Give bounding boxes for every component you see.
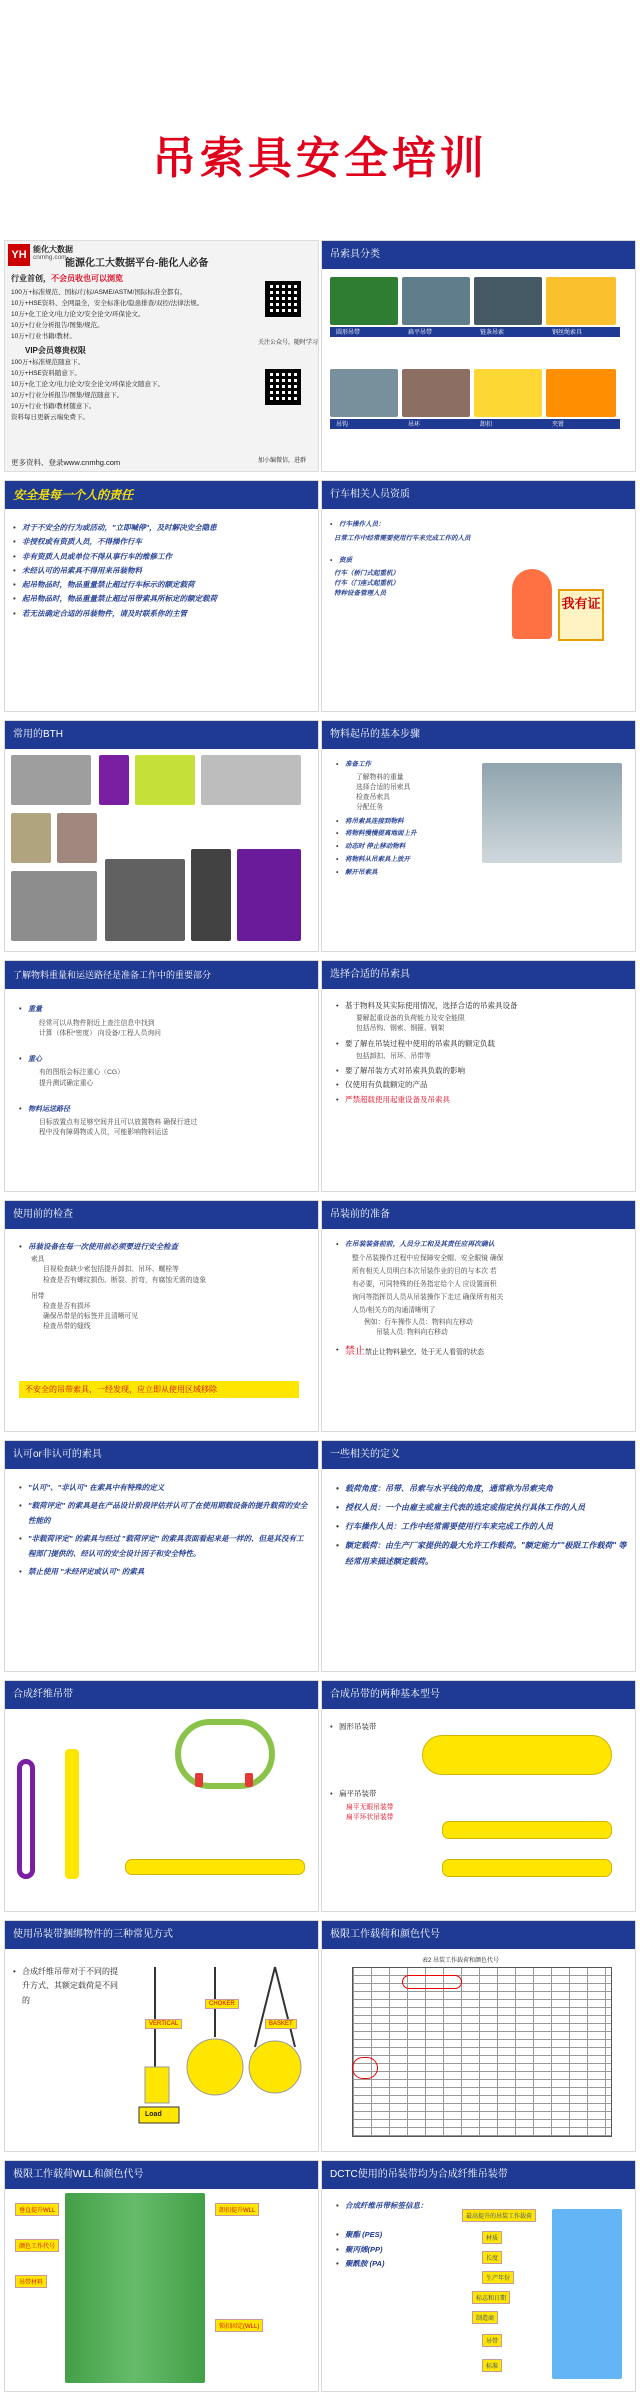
label-tag: 最高提升的吊装工作载荷: [462, 2209, 536, 2222]
sling-image: [99, 755, 129, 805]
slide-header: DCTC使用的吊装带均为合成纤维吊装带: [322, 2161, 635, 2189]
label: 吊钩: [336, 422, 349, 428]
label-tag: 标志和日期: [472, 2291, 510, 2304]
worker-icon: [512, 569, 552, 639]
sling-image: [135, 755, 195, 805]
flat-sling-image: [442, 1821, 612, 1839]
bullet: • 合成纤维吊带标签信息：: [336, 2200, 627, 2211]
text: 询问等指挥员人员从吊装操作下走过 确保所有相关: [352, 1293, 504, 1301]
slide-wll-color-code: [4, 2160, 319, 2392]
slide-pre-lift-prep: [321, 1200, 636, 1432]
hook-icon: [195, 1773, 203, 1787]
slide-dctc-slings: [321, 2160, 636, 2392]
vip-item: 资料每日更新云端免费下。: [11, 414, 89, 421]
bullet: • "载荷评定" 的索具是在产品设计阶段评估并认可了在使用期载设备的提升载荷的安全性能的: [19, 1498, 310, 1528]
sub-bullet: 有的图纸会标注重心（CG）: [39, 1069, 124, 1077]
bullet: • 动态时 停止移动物料: [336, 842, 627, 852]
bullet: • 在吊装装备前前，人员分工和及其责任应再次确认: [336, 1240, 627, 1250]
certificate-sign: 我有证: [558, 589, 604, 641]
flat-sling-image: [125, 1859, 305, 1875]
bullet: • 要了解在吊装过程中使用的吊索具的额定负载: [336, 1038, 627, 1049]
slide-header: 行车相关人员资质: [322, 481, 635, 509]
vip-item: 10万+化工论文/电力论文/安全论文/环保论文随意下。: [11, 381, 164, 388]
vip-title: VIP会员尊贵权限: [25, 346, 86, 355]
wire-rope-image: [474, 277, 542, 325]
bullet: • 授权人员：一个由雇主或雇主代表的选定或指定执行具体工作的人员: [336, 1500, 627, 1516]
bullet: • 聚丙烯(PP): [336, 2244, 627, 2255]
slide-header: 极限工作载荷和颜色代号: [322, 1921, 635, 1949]
bullet: • 禁止禁止让物料悬空、处于无人看管的状态: [336, 1344, 627, 1359]
ad-row1: 行业首创，不会员收也可以浏览: [11, 274, 123, 283]
bullet: • 起吊物品时，物品重量禁止超过行车标示的额定载荷: [13, 579, 310, 590]
bullet: • 圆形吊装带: [330, 1721, 627, 1732]
hitch-label: CHOKER: [205, 1999, 239, 2009]
ad-items: [11, 287, 206, 342]
slide-synthetic-sling: [4, 1680, 319, 1912]
slide-header: 了解物料重量和运送路径是准备工作中的重要部分: [5, 961, 318, 989]
sub-bullet: 检查是否有损坏: [43, 1303, 91, 1310]
slide-header: 认可or非认可的索具: [5, 1441, 318, 1469]
bullet: • 载荷角度：吊带、吊索与水平线的角度，通常称为吊索夹角: [336, 1481, 627, 1497]
label-tag: 标准: [482, 2359, 502, 2372]
vip-items: [11, 357, 211, 423]
sub-bullet: 检查吊索具: [356, 794, 390, 802]
shackle-image: [474, 369, 542, 417]
green-sling-label-image: [65, 2193, 205, 2383]
bullet: • 对于不安全的行为或活动，"立即喊停"，及时解决安全隐患: [13, 522, 310, 533]
crane-image: [482, 763, 622, 863]
label-tag: 颜色工作代号: [15, 2239, 59, 2252]
label-tag: 制造商: [472, 2311, 498, 2324]
sub-bullet: 程中没有障碍物或人员，可能影响物料运送: [39, 1129, 169, 1137]
label-tag: 锁扣固定(WLL): [215, 2319, 263, 2332]
hook-image: [105, 859, 185, 941]
bullet: • 重量: [19, 1005, 310, 1016]
flat-sling-image: [65, 1749, 79, 1879]
bullet: • 物料运送路径: [19, 1105, 310, 1116]
slide-crane-personnel: [321, 480, 636, 712]
chain-image: [201, 755, 301, 805]
sub-bullet: 选择合适的吊索具: [356, 783, 411, 791]
ad-item: 100万+标准规范、国标/行标/ASME/ASTM/国际标准全都有。: [11, 289, 187, 296]
highlight-circle: [352, 2057, 378, 2079]
sub-bullet: 包括吊钩、钢索、钢箍、钢架: [356, 1025, 445, 1033]
ad-item: 10万+化工论文/电力论文/安全论文/环保论文。: [11, 311, 145, 318]
bullet: • 仅使用有负载额定的产品: [336, 1079, 627, 1090]
sub-bullet: 计算（体积*密度） 向设备/工程人员询问: [39, 1029, 161, 1037]
text: 行车（门座式起重机）: [334, 579, 399, 587]
round-sling-image: [422, 1735, 612, 1775]
vip-item: 10万+行业书籍/教材随意下。: [11, 403, 96, 410]
text: 所有相关人员明白本次吊装作业的目的与本次 若: [352, 1268, 497, 1276]
sub-bullet: 了解物料的重量: [356, 773, 404, 781]
qr-code-icon: [265, 369, 301, 405]
bullet: • 聚酰胺 (PA): [336, 2258, 627, 2269]
ad-signup-link[interactable]: 更多资料、登录www.cnmhg.com: [11, 458, 121, 467]
bullet: • 合成纤维吊带对于不同的提升方式、其额定载荷是不同的: [13, 1965, 123, 2008]
text: 行车（桥门式起重机）: [334, 569, 399, 577]
label: 链条吊索: [480, 330, 505, 336]
bullet: • 聚酯 (PES): [336, 2229, 627, 2240]
text: 有必要，可同特殊的任务指定给个人 应设置面积: [352, 1281, 497, 1288]
sling-image: [330, 277, 398, 325]
qr-code-icon: [265, 281, 301, 317]
hook-icon: [245, 1773, 253, 1787]
label: 夹钳: [552, 422, 565, 428]
label-tag: 吊带材料: [15, 2275, 47, 2288]
ad-panel[interactable]: [4, 240, 319, 472]
bullet: • 准备工作: [336, 760, 627, 770]
bullet: • 禁止使用 "未经评定或认可" 的索具: [19, 1564, 310, 1579]
slide-header: 合成吊带的两种基本型号: [322, 1681, 635, 1709]
clamp-image: [546, 277, 616, 325]
label-tag: 垂直提升WLL: [15, 2203, 59, 2216]
hook-image: [191, 849, 231, 941]
label: 卸扣: [480, 422, 493, 428]
chain-image: [402, 277, 470, 325]
sub-bullet: 索具: [31, 1256, 45, 1264]
text: 例如：行车操作人员：物料向左移动: [364, 1318, 473, 1326]
bullet: • 若无法确定合适的吊装物件，请及时联系你的主管: [13, 608, 310, 619]
slide-pre-use-check: [4, 1200, 319, 1432]
slide-safety-responsibility: [4, 480, 319, 712]
shackle-image: [11, 755, 91, 805]
bullet: • 将物料慢慢提离地面上升: [336, 829, 627, 839]
text: 吊装人员: 物料向右移动: [376, 1328, 448, 1336]
sub-bullet: 包括卸扣、吊环、吊带等: [356, 1052, 431, 1060]
slide-header: 物料起吊的基本步骤: [322, 721, 635, 749]
round-sling-image: [17, 1759, 35, 1879]
label: 吊环: [408, 422, 421, 428]
sub-bullet: 吊带: [31, 1292, 45, 1300]
slide-header: 一些相关的定义: [322, 1441, 635, 1469]
slide-sling-types-basic: [321, 1680, 636, 1912]
hitch-label: BASKET: [265, 2019, 297, 2029]
ad-item: 10万+行业书籍/教材。: [11, 333, 76, 340]
wll-table: [352, 1967, 612, 2137]
slide-wll-color-table: [321, 1920, 636, 2152]
slide-header: 极限工作载荷WLL和颜色代号: [5, 2161, 318, 2189]
sub-bullet: 经常可以从物件附近上查注信息中找到: [39, 1019, 155, 1027]
page-title: 吊索具安全培训: [152, 133, 488, 184]
ad-item: 10万+HSE资料、全网最全，安全标准化/隐患排查/双控/法律法规。: [11, 300, 204, 307]
slide-weight-path: [4, 960, 319, 1192]
label-tag: 长度: [482, 2251, 502, 2264]
bullet: • 重心: [19, 1055, 310, 1066]
ad-item: 10万+行业分析报告/图集/规范。: [11, 322, 104, 329]
flat-sling-image: [442, 1859, 612, 1877]
sub-bullet: 扁平环状吊装带: [346, 1813, 394, 1821]
vip-item: 10万+行业分析报告/图集/规范随意下。: [11, 392, 124, 399]
slide-header: 使用前的检查: [5, 1201, 318, 1229]
bullet: • 吊装设备在每一次使用前必须要进行安全检查: [19, 1241, 310, 1252]
slide-header: 使用吊装带捆绑物件的三种常见方式: [5, 1921, 318, 1949]
bullet: • 资质: [330, 556, 627, 566]
bullet: • 起吊物品时，物品重量禁止超过吊带索具所标定的额定载荷: [13, 593, 310, 604]
sling-with-hooks-image: [175, 1719, 275, 1789]
label-tag: 生产年份: [482, 2271, 514, 2284]
highlight-circle: [402, 1975, 462, 1989]
slide-approved-rigging: [4, 1440, 319, 1672]
label-tag: 材质: [482, 2231, 502, 2244]
label: 圆形吊带: [336, 330, 361, 336]
eye-bolt-image: [57, 813, 97, 863]
vip-item: 10万+HSE资料随意下。: [11, 370, 81, 377]
bullet: • 行车操作人员：工作中经常需要使用行车来完成工作的人员: [336, 1519, 627, 1535]
qr1-label: 关注公众号，随时学习: [258, 340, 319, 346]
label-tag: 卸扣提升WLL: [215, 2203, 259, 2216]
bullet: • 要了解吊装方式对吊索具负载的影响: [336, 1065, 627, 1076]
bullet: • 未经认可的吊索具不得用来吊装物料: [13, 565, 310, 576]
sub-bullet: 分配任务: [356, 804, 384, 812]
text: 人员/相关方的沟通清晰明了: [352, 1306, 436, 1314]
sub-bullet: 目视检查缺少索包括提升卸扣、吊环、螺栓等: [43, 1266, 179, 1274]
sub-bullet: 目标放置点有足够空间并且可以放置物料 确保行进过: [39, 1119, 198, 1127]
text: 整个吊装操作过程中应保障安全帽、安全眼镜 确保: [352, 1255, 504, 1263]
bullet: • 额定载荷：由生产厂家提供的最大允许工作载荷。"额定能力""极限工作载荷" 等经常用来描述额定载荷。: [336, 1538, 627, 1570]
sub-bullet: 检查吊带的缝线: [43, 1323, 91, 1331]
bullet: • "认可"、"非认可" 在索具中有特殊的定义: [19, 1480, 310, 1495]
ad-header: 能化大数据: [33, 245, 73, 254]
slide-bth: [4, 720, 319, 952]
bullet: • 严禁超载使用起重设备及吊索具: [336, 1094, 627, 1105]
text: 特种设备管理人员: [334, 590, 386, 598]
logo-icon: YH: [8, 244, 30, 266]
ring-image: [402, 369, 470, 417]
chain-sling-image: [237, 849, 301, 941]
sub-bullet: 扁平无眼吊装带: [346, 1803, 394, 1811]
warning-banner: 不安全的吊带索具，一经发现，应立即从使用区域移除: [19, 1381, 299, 1398]
hook-image: [330, 369, 398, 417]
bullet: • 解开吊索具: [336, 868, 627, 878]
bullet: • 非有资质人员或单位不得从事行车的维修工作: [13, 551, 310, 562]
text: 日常工作中经常需要使用行车来完成工作的人员: [334, 534, 471, 542]
slide-lifting-steps: [321, 720, 636, 952]
slide-header: 吊装前的准备: [322, 1201, 635, 1229]
hitch-diagram: [135, 1957, 315, 2137]
label: 钢丝绳索具: [552, 330, 583, 336]
bullet: • 扁平吊装带: [330, 1788, 627, 1799]
ad-banner: 能源化工大数据平台-能化人必备: [65, 258, 209, 269]
sub-bullet: 确保吊带是的标签并且清晰可见: [43, 1313, 139, 1321]
ad-domain: cnmhg.com: [33, 254, 67, 261]
load-label: Load: [145, 2111, 162, 2118]
hoist-ring-image: [11, 871, 97, 941]
bullet: • "非载荷评定" 的索具与经过 "载荷评定" 的索具表面看起来是一样的、但是其没有工程部门提供的、经认可的安全设计因子和安全特性。: [19, 1531, 310, 1561]
hitch-label: VERTICAL: [145, 2019, 182, 2029]
slide-header: 常用的BTH: [5, 721, 318, 749]
bullet: • 将物料从吊索具上放开: [336, 855, 627, 865]
sub-bullet: 提升测试确定重心: [39, 1079, 94, 1087]
bullet: • 非授权或有资质人员，不得操作行车: [13, 536, 310, 547]
bullet: • 行车操作人员：: [330, 520, 627, 530]
blue-sling-label-image: [552, 2209, 622, 2379]
slide-definitions: [321, 1440, 636, 1672]
sub-bullet: 检查是否有螺纹损伤、断裂、折弯，有腐蚀无需的迹象: [43, 1276, 207, 1284]
clamp-image: [546, 369, 616, 417]
slide-header: 选择合适的吊索具: [322, 961, 635, 989]
sub-bullet: 要解起重设备的负荷能力及安全能限: [356, 1015, 465, 1023]
table-title: 表2 吊装工作载荷和颜色代号: [422, 1958, 500, 1964]
slide-header: 合成纤维吊带: [5, 1681, 318, 1709]
bullet: • 将吊索具连接到物料: [336, 817, 627, 827]
slide-header: 安全是每一个人的责任: [5, 481, 318, 509]
slide-header: 吊索具分类: [322, 241, 635, 269]
eye-bolt-image: [11, 813, 51, 863]
slide-select-rigging: [321, 960, 636, 1192]
bullet: • 基于物料及其实际使用情况，选择合适的吊索具设备: [336, 1000, 627, 1011]
qr2-label: 加小编微信，进群: [258, 458, 307, 464]
label-tag: 吊带: [482, 2334, 502, 2347]
slide-hitch-types: [4, 1920, 319, 2152]
label: 扁平吊带: [408, 330, 433, 336]
slide-sling-types: [321, 240, 636, 472]
vip-item: 100万+标准规范随意下。: [11, 359, 85, 366]
